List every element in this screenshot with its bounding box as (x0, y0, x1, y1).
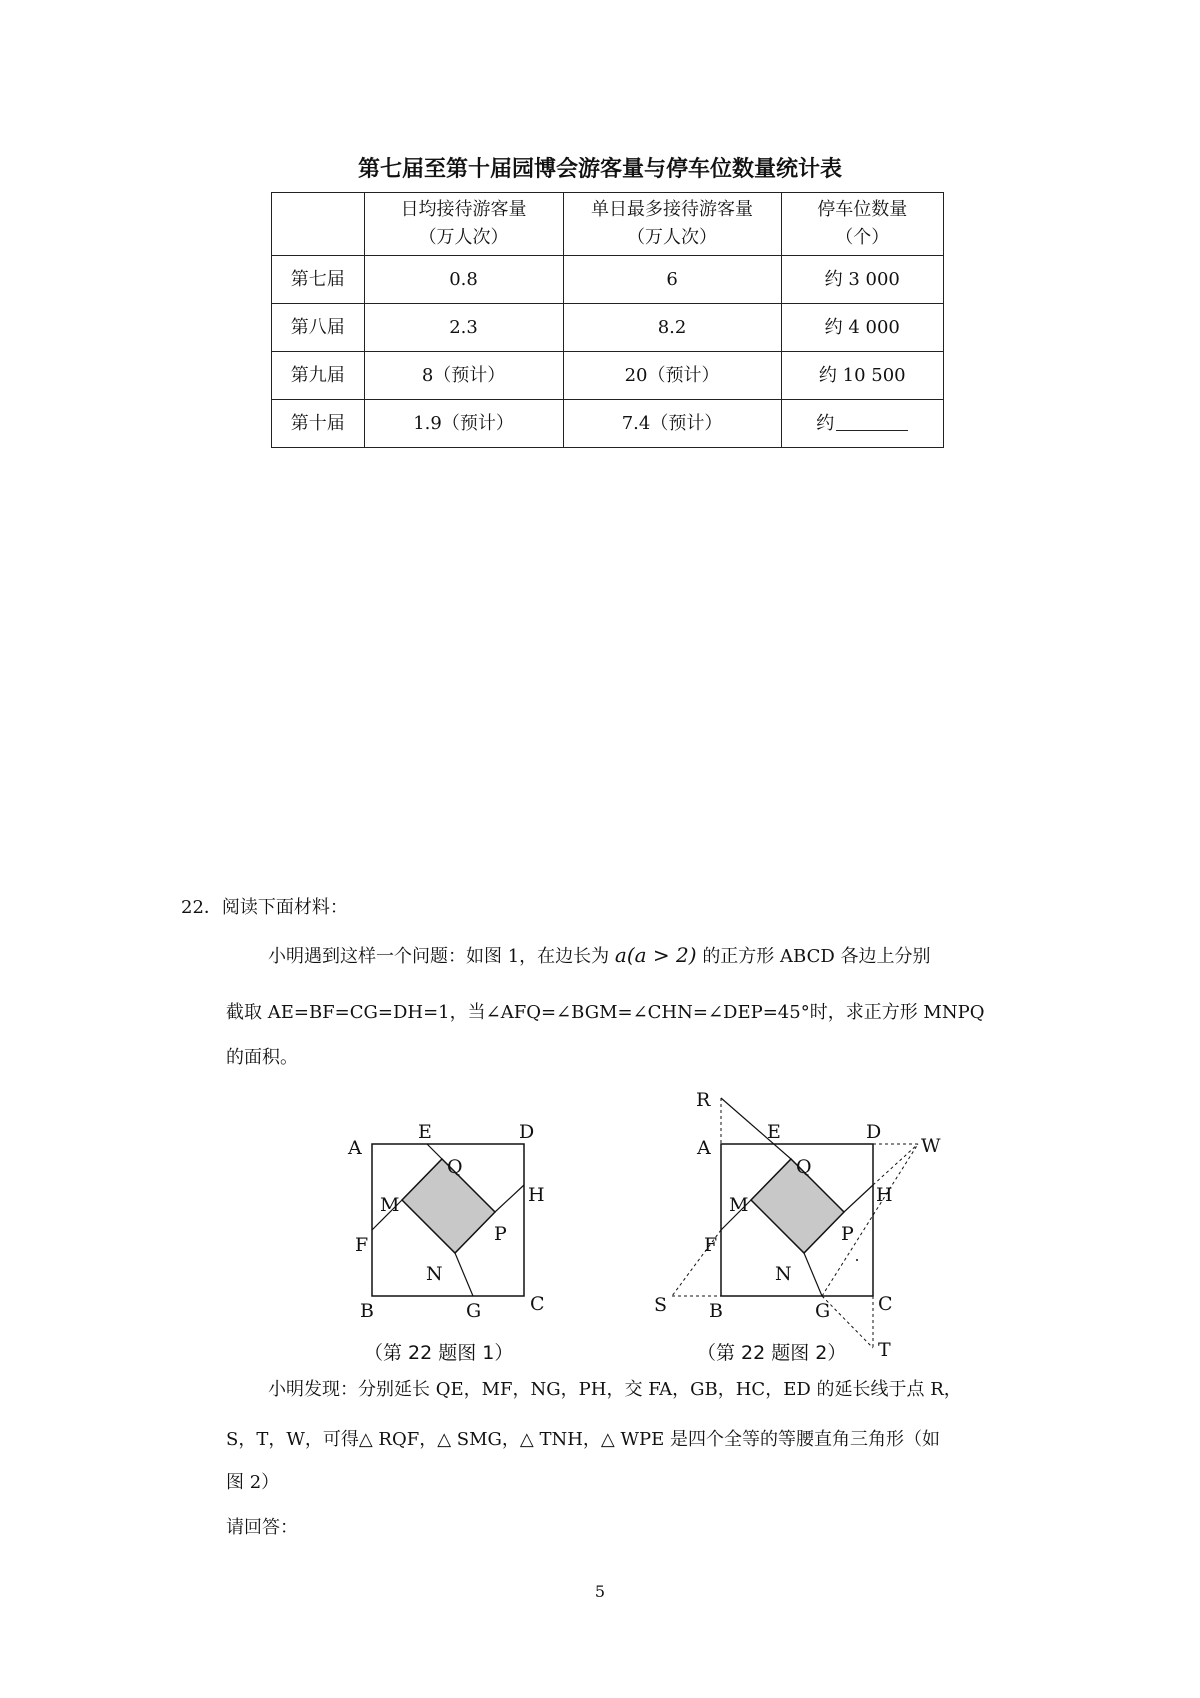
page-number: 5 (594, 1582, 606, 1601)
figure-2 (654, 1089, 941, 1361)
table-cell: 2.3 (364, 304, 563, 352)
table-cell: 约 4 000 (781, 304, 944, 352)
geometry-figures (0, 1080, 1200, 1380)
label-N: N (426, 1263, 443, 1285)
header-text: 单日最多接待游客量 (591, 199, 754, 220)
label-D: D (866, 1121, 882, 1143)
label-A: A (348, 1137, 362, 1159)
label-N: N (775, 1263, 792, 1285)
table-cell: 7.4（预计） (563, 400, 781, 448)
table-cell: 1.9（预计） (364, 400, 563, 448)
figure-1 (347, 1121, 545, 1322)
table-cell: 第七届 (272, 256, 365, 304)
header-cell (563, 193, 781, 256)
table-cell: 约 10 500 (781, 352, 944, 400)
header-cell (364, 193, 563, 256)
figure-2-caption: （第 22 题图 2） (697, 1342, 847, 1364)
table-row (272, 400, 944, 448)
intro-text: 小明遇到这样一个问题：如图 1，在边长为 (268, 946, 610, 967)
label-F: F (704, 1234, 718, 1256)
please-answer: 请回答： (226, 1517, 298, 1538)
table-cell: 8（预计） (364, 352, 563, 400)
label-R: R (696, 1089, 711, 1111)
header-text: 日均接待游客量 (400, 199, 527, 220)
label-A: A (697, 1137, 711, 1159)
table-row (272, 352, 944, 400)
label-P: P (841, 1223, 854, 1245)
problem-intro-line3: 的面积。 (226, 1047, 298, 1068)
table-title: 第七届至第十届园博会游客量与停车位数量统计表 (357, 157, 842, 182)
header-text: 停车位数量 (817, 199, 908, 220)
header-cell (781, 193, 944, 256)
label-T: T (878, 1339, 891, 1361)
intro-math: a(a > 2) (614, 943, 697, 967)
discovery-line2: S，T，W，可得△ RQF，△ SMG，△ TNH，△ WPE 是四个全等的等腰直角三角形（如 (226, 1429, 940, 1450)
label-M: M (729, 1194, 749, 1216)
table-row (272, 304, 944, 352)
table-cell: 20（预计） (563, 352, 781, 400)
label-W: W (921, 1135, 941, 1157)
table-cell: 第九届 (272, 352, 365, 400)
table-row (272, 256, 944, 304)
label-B: B (709, 1300, 723, 1322)
label-H: H (528, 1184, 545, 1206)
discovery-line3: 图 2） (226, 1472, 280, 1493)
table-cell: 第八届 (272, 304, 365, 352)
label-F: F (355, 1234, 369, 1256)
label-C: C (530, 1293, 545, 1315)
label-H: H (876, 1184, 893, 1206)
label-P: P (494, 1223, 507, 1245)
label-Q: Q (447, 1156, 463, 1178)
label-E: E (418, 1121, 432, 1143)
table-cell: 8.2 (563, 304, 781, 352)
problem-intro-line1 (268, 940, 931, 972)
problem-intro-line2: 截取 AE=BF=CG=DH=1，当∠AFQ=∠BGM=∠CHN=∠DEP=45°时，求正方形 MNPQ (226, 1002, 985, 1023)
table-header-row (272, 193, 944, 256)
stats-table (271, 192, 944, 448)
header-unit: （万人次） (418, 227, 509, 248)
problem-title: 22．阅读下面材料： (181, 897, 348, 918)
answer-blank (836, 412, 908, 431)
header-unit: （万人次） (627, 227, 718, 248)
table-cell: 0.8 (364, 256, 563, 304)
label-C: C (878, 1293, 893, 1315)
table-cell: 6 (563, 256, 781, 304)
table-cell: 约 3 000 (781, 256, 944, 304)
label-S: S (654, 1294, 668, 1316)
label-G: G (466, 1300, 482, 1322)
label-M: M (380, 1194, 400, 1216)
label-E: E (767, 1121, 781, 1143)
header-unit: （个） (835, 227, 890, 248)
table-cell-blank (781, 400, 944, 448)
intro-text: 的正方形 ABCD 各边上分别 (702, 946, 931, 967)
label-B: B (360, 1300, 374, 1322)
label-Q: Q (796, 1156, 812, 1178)
discovery-line1: 小明发现：分别延长 QE，MF，NG，PH，交 FA，GB，HC，ED 的延长线于点 R， (268, 1379, 962, 1400)
table-cell: 第十届 (272, 400, 365, 448)
label-D: D (519, 1121, 535, 1143)
header-cell-empty (272, 193, 365, 256)
label-G: G (815, 1300, 831, 1322)
figure-1-caption: （第 22 题图 1） (364, 1342, 514, 1364)
cell-prefix: 约 (816, 412, 835, 434)
